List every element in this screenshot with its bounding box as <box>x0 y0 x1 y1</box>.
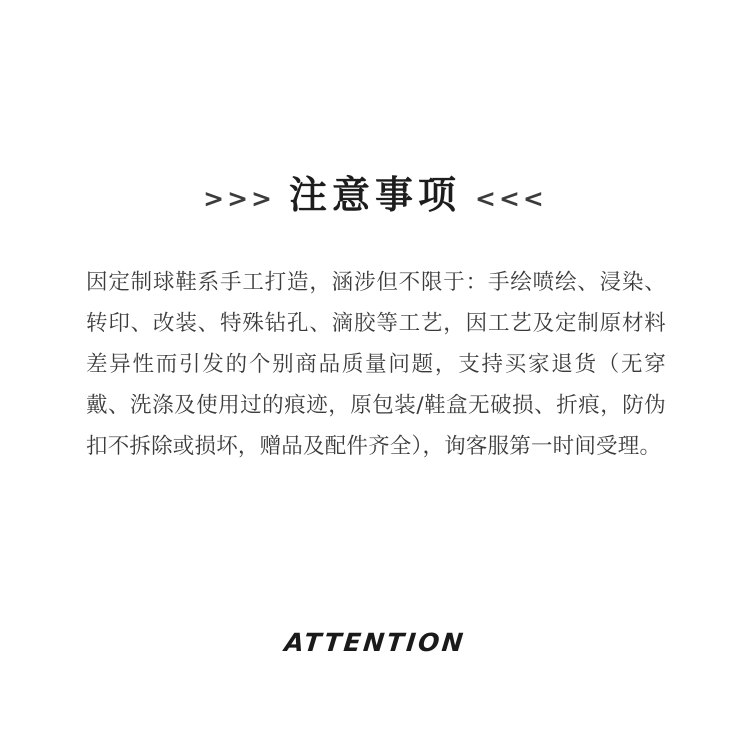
footer-attention-label: ATTENTION <box>283 628 467 657</box>
right-chevron-icon: <<< <box>475 183 547 213</box>
heading-row <box>0 173 750 217</box>
page-title: 注意事项 <box>288 173 461 217</box>
notice-paragraph: 因定制球鞋系手工打造，涵涉但不限于：手绘喷绘、浸染、转印、改装、特殊钻孔、滴胶等工艺，因工艺及定制原材料差异性而引发的个别商品质量问题，支持买家退货（无穿戴、洗涤及使用过的痕迹，原包装/鞋盒无破损、折痕，防伪扣不拆除或损坏，赠品及配件齐全），询客服第一时间受理。 <box>86 270 666 459</box>
left-chevron-icon: >>> <box>203 183 275 213</box>
